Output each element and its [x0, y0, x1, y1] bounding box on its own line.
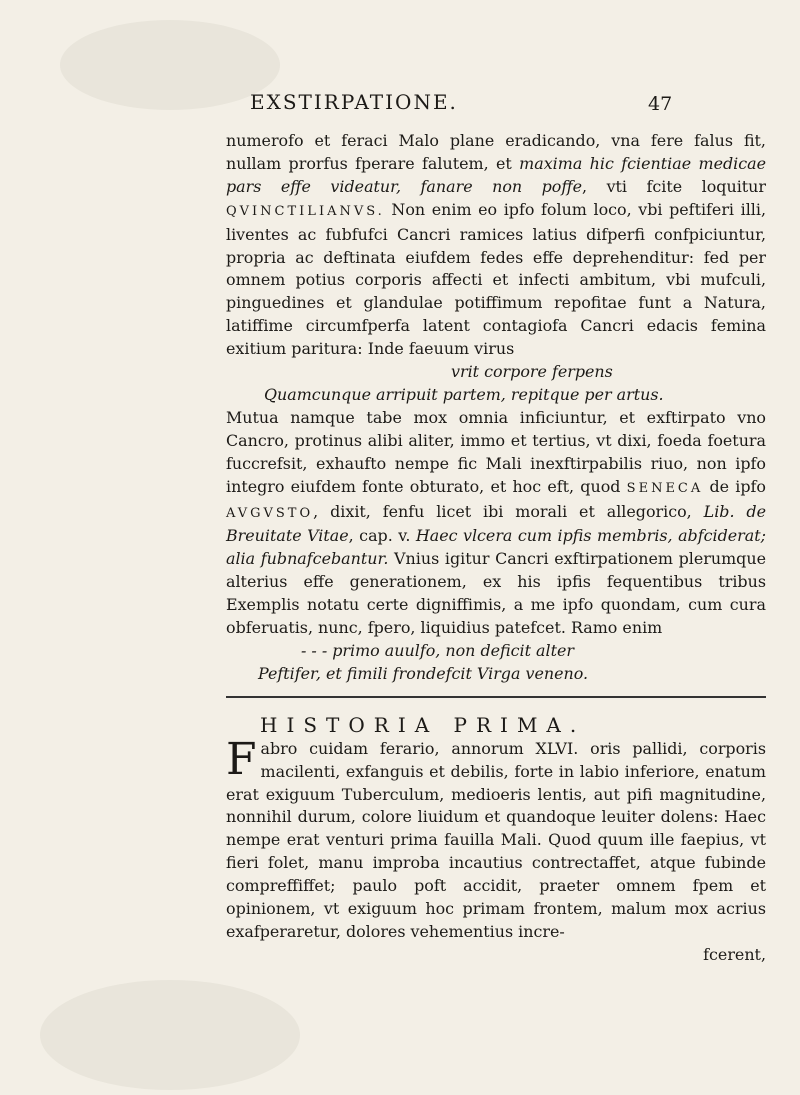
verse-line — [226, 663, 766, 686]
paragraph-text: , dixit, fenfu licet ibi morali et allegorico, — [313, 501, 704, 521]
verse-text: - - - primo auulfo, non deficit alter — [301, 640, 574, 660]
page-header — [0, 90, 800, 120]
page-number: 47 — [648, 93, 673, 115]
verse-line — [226, 640, 766, 663]
verse-text: Quamcunque arripuit partem, repitque per artus. — [264, 384, 664, 404]
author-name: QVINCTILIANVS. — [226, 203, 385, 219]
body-text — [226, 130, 766, 967]
paragraph-2 — [226, 407, 766, 640]
verse-line — [226, 384, 766, 407]
paragraph-3 — [226, 733, 766, 944]
catchword: fcerent, — [703, 944, 766, 964]
paragraph-text: de ipfo — [703, 476, 766, 496]
paragraph-text: Vnius igitur Cancri exftirpationem plerumque alterius effe generationem, ex his ipfis fequentibus tribus Exemplis notatu certe digniffimis, a me ipfo quondam, cum cura obferuatis, nunc, fpero, liquidius patefcet. Ramo enim — [226, 549, 766, 638]
author-name: AVGVSTO — [226, 505, 314, 521]
italic-quote: maxima hic fcientiae medicae pars effe videatur, fanare non poffe — [226, 153, 766, 196]
paragraph-text: Non enim eo ipfo folum loco, vbi peftiferi illi, liventes ac fubfufci Cancri ramices latius difperfi confpiciuntur, propria ac deftinata eiufdem fedes effe deprehenditur: fed per omnem potius corporis affecti et infecti ambitum, vbi mufculi, pinguedines et glandulae potiffimum repofitae funt a Natura, latiffime circumfperfa latent contagiofa Cancri edacis femina exitium paritura: Inde faeuum virus — [226, 199, 766, 359]
paragraph-text: , vti fcite loquitur — [582, 176, 766, 196]
paragraph-text: abro cuidam ferario, annorum XLVI. oris pallidi, corporis macilenti, exfanguis et debilis, forte in labio inferiore, enatum erat exiguum Tuberculum, medioeris lentis, aut pifi magnitudine, nonnihil durum, colore liuidum et quandoque leuiter dolens: Haec nempe erat venturi prima fauilla Mali. Quod quum ille faepius, vt fieri folet, manu improba incautius contrectaffet, atque fubinde compreffiffet; paulo poft accidit, praeter omnem fpem et opinionem, vt exiguum hoc primam frontem, malum mox acrius exafperaretur, dolores vehementius incre- — [226, 738, 766, 941]
paragraph-1 — [226, 130, 766, 361]
section-rule — [226, 696, 766, 698]
paragraph-text: , cap. v. — [348, 526, 416, 546]
running-head: EXSTIRPATIONE. — [250, 90, 458, 114]
paper-stain — [40, 980, 300, 1090]
italic-quote: Haec vlcera cum ipfis membris, abfciderat; alia fubnafcebantur. — [226, 526, 766, 569]
section-title: HISTORIA PRIMA. — [260, 712, 586, 737]
drop-cap: F — [226, 733, 257, 785]
catchword-line — [226, 944, 766, 967]
verse-text: Peftifer, et fimili frondefcit Virga veneno. — [258, 663, 589, 683]
verse-line — [226, 361, 766, 384]
author-name: SENECA — [626, 480, 704, 496]
paragraph-text: numerofo et feraci Malo plane eradicando, vna fere falus fit, nullam prorfus fperare falutem, et — [226, 131, 766, 173]
source-title: Lib. de Breuitate Vitae — [226, 501, 766, 546]
verse-text: vrit corpore ferpens — [451, 362, 613, 382]
paragraph-text: Mutua namque tabe mox omnia inficiuntur, et exftirpato vno Cancro, protinus alibi aliter, immo et tertius, vt dixi, foeda foetura fuccrefsit, exhaufto nempe fic Mali inexftirpabilis riuo, non ipfo integro eiufdem fonte obturato, et hoc eft, quod — [226, 407, 766, 496]
